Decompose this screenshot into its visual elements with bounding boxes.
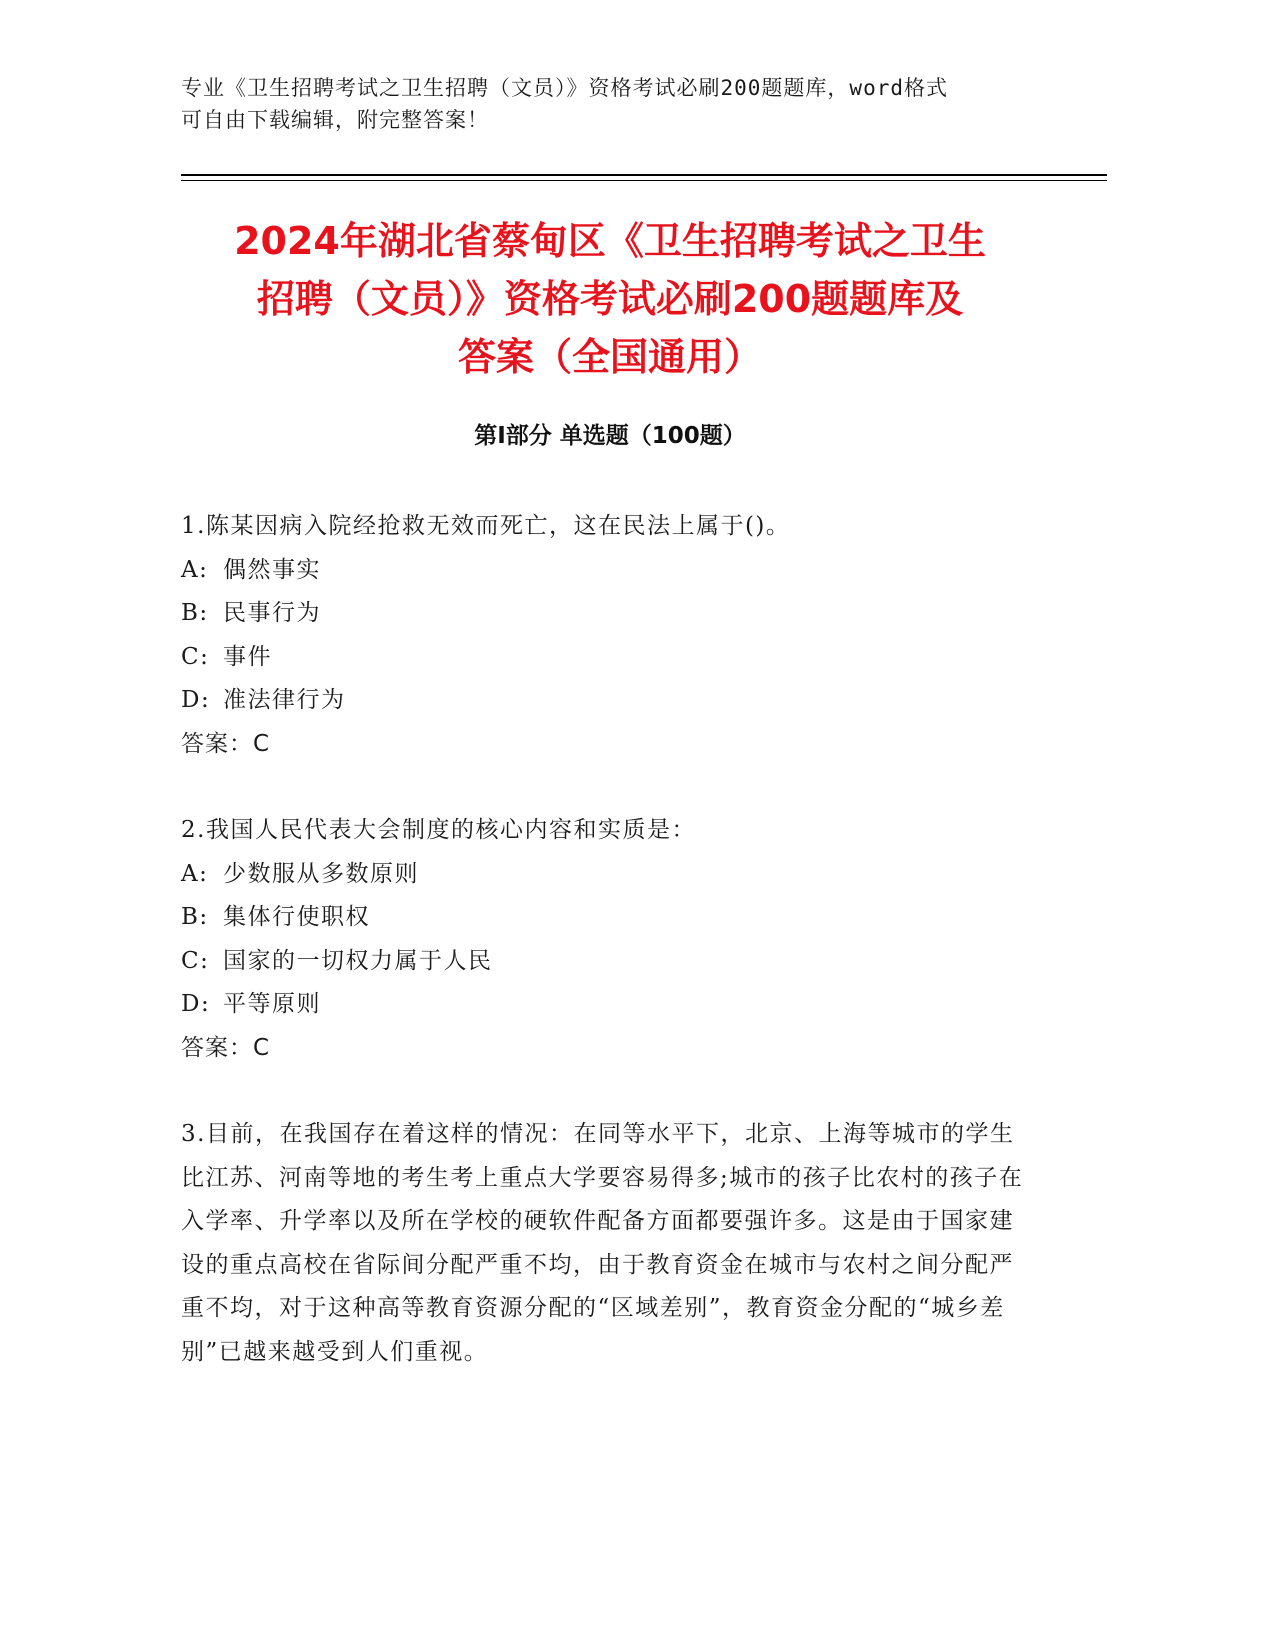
document-title-line1: 2024年湖北省蔡甸区《卫生招聘考试之卫生 [234, 219, 986, 263]
header-note-line1: 专业《卫生招聘考试之卫生招聘（文员）》资格考试必刷200题题库，word格式 [181, 76, 948, 100]
question-2 [181, 809, 1031, 1070]
option-letter: B: [181, 904, 209, 930]
document-title-line3: 答案（全国通用） [457, 335, 762, 379]
option-a [181, 853, 1031, 897]
question-stem: 2.我国人民代表大会制度的核心内容和实质是： [181, 817, 696, 843]
question-3 [181, 1113, 1031, 1374]
document-title [175, 212, 1045, 386]
option-letter: C: [181, 643, 210, 670]
option-letter: A: [181, 860, 209, 887]
header-note [181, 72, 1031, 136]
option-letter: B: [181, 600, 209, 626]
option-text: 少数服从多数原则 [223, 860, 419, 887]
option-d [181, 679, 1031, 723]
option-text: 偶然事实 [223, 556, 321, 583]
header-divider-thin [181, 180, 1107, 181]
option-a [181, 549, 1031, 593]
option-c [181, 636, 1031, 680]
option-text: 民事行为 [223, 600, 321, 626]
option-text: 准法律行为 [223, 687, 346, 713]
option-letter: D: [181, 991, 211, 1017]
option-b [181, 592, 1031, 636]
question-stem: 3.目前，在我国存在着这样的情况：在同等水平下，北京、上海等城市的学生比江苏、河南等地的考生考上重点大学要容易得多;城市的孩子比农村的孩子在入学率、升学率以及所在学校的硬软件配备方面都要强许多。这是由于国家建设的重点高校在省际间分配严重不均，由于教育资金在城市与农村之间分配严重不均，对于这种高等教育资源分配的“区域差别”，教育资金分配的“城乡差别”已越来越受到人们重视。 [181, 1121, 1024, 1365]
option-d [181, 983, 1031, 1027]
answer-line: 答案：C [181, 1034, 271, 1061]
option-letter: A: [181, 556, 209, 583]
header-note-line2: 可自由下载编辑，附完整答案！ [181, 108, 489, 132]
option-text: 国家的一切权力属于人民 [223, 947, 493, 974]
option-text: 平等原则 [223, 991, 321, 1017]
option-letter: C: [181, 947, 210, 974]
header-divider-thick [181, 174, 1107, 176]
question-list [181, 505, 1031, 1417]
question-1 [181, 505, 1031, 766]
option-c [181, 940, 1031, 984]
option-letter: D: [181, 687, 211, 713]
option-text: 事件 [223, 643, 272, 670]
option-text: 集体行使职权 [223, 904, 370, 930]
section-heading: 第I部分 单选题（100题） [474, 423, 746, 449]
option-b [181, 896, 1031, 940]
answer-line: 答案：C [181, 730, 271, 757]
question-stem: 1.陈某因病入院经抢救无效而死亡，这在民法上属于()。 [181, 513, 791, 539]
document-title-line2: 招聘（文员）》资格考试必刷200题题库及 [256, 277, 964, 321]
